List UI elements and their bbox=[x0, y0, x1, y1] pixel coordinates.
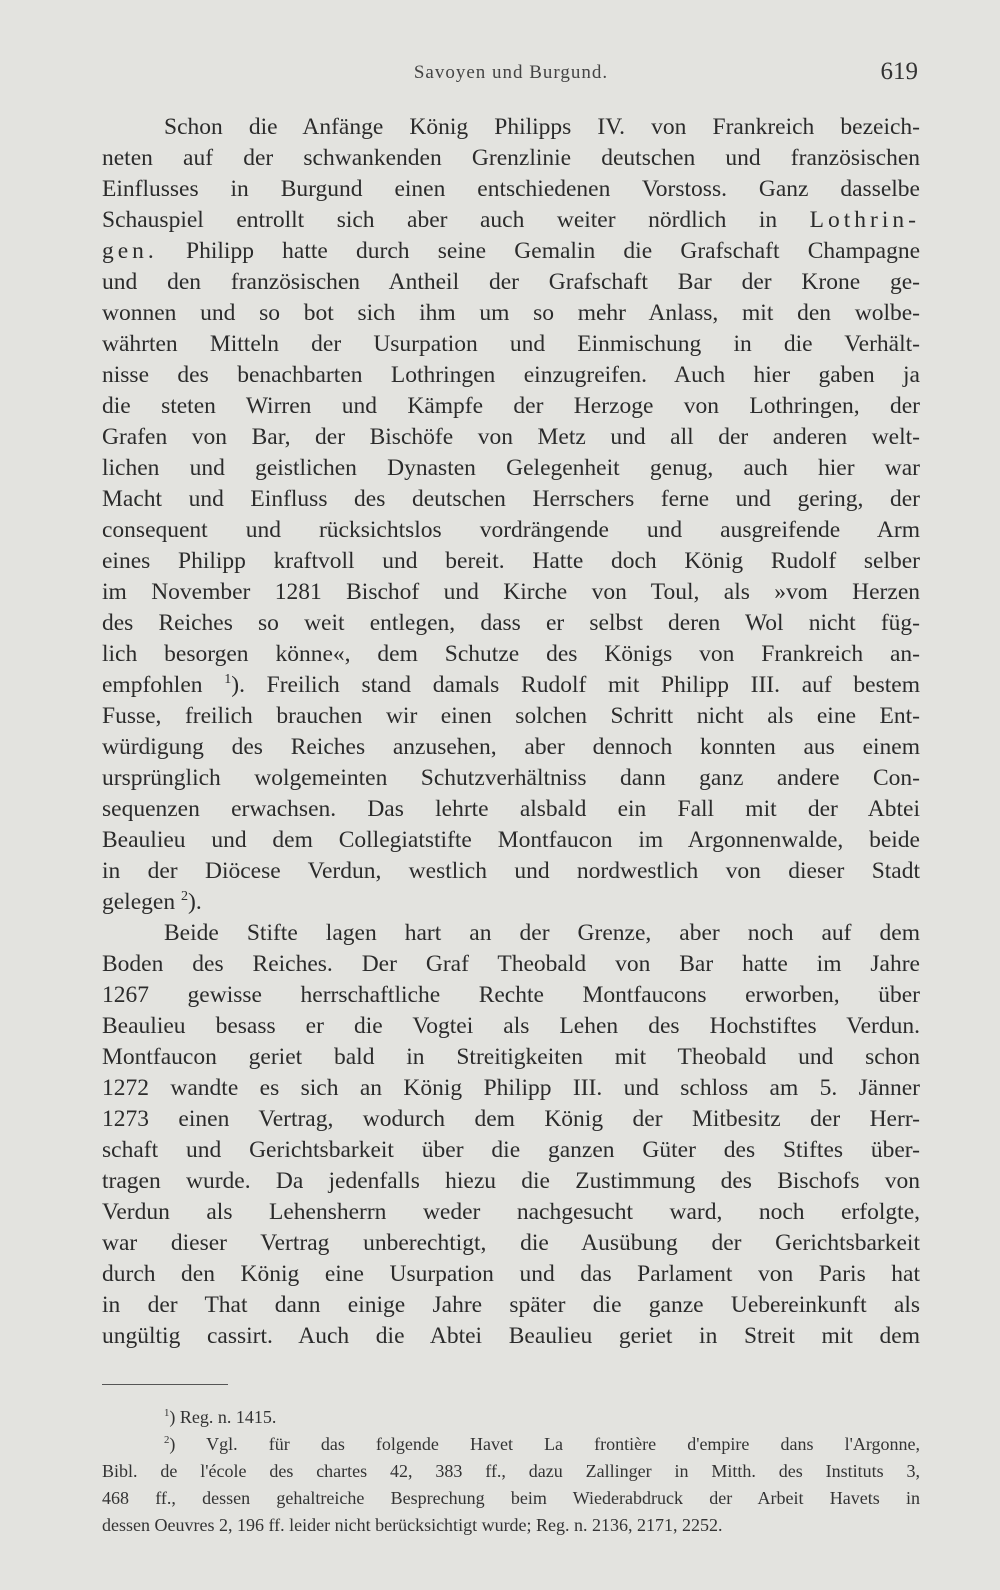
text-line: und den französischen Antheil der Grafschaft Bar der Krone ge- bbox=[102, 269, 920, 295]
text-line: 1273 einen Vertrag, wodurch dem König der Mitbesitz der Herr- bbox=[102, 1106, 920, 1132]
footnote-marker: 2 bbox=[164, 1434, 170, 1446]
text-line: sequenzen erwachsen. Das lehrte alsbald ein Fall mit der Abtei bbox=[102, 796, 920, 822]
text-line: Beide Stifte lagen hart an der Grenze, aber noch auf dem bbox=[164, 920, 920, 946]
footnote-line: dessen Oeuvres 2, 196 ff. leider nicht berücksichtigt wurde; Reg. n. 2136, 2171, 2252. bbox=[102, 1515, 723, 1535]
footnote-marker: 1 bbox=[164, 1407, 170, 1419]
text-line: Fusse, freilich brauchen wir einen solchen Schritt nicht als eine Ent- bbox=[102, 703, 920, 729]
page-number: 619 bbox=[880, 58, 918, 85]
footnote-line: Bibl. de l'école des chartes 42, 383 ff., dazu Zallinger in Mitth. des Instituts 3, bbox=[102, 1461, 920, 1481]
text-line: wonnen und so bot sich ihm um so mehr Anlass, mit den wolbe- bbox=[102, 300, 920, 326]
footnote-divider bbox=[102, 1384, 228, 1385]
text-line bbox=[102, 887, 920, 918]
text-line: lich besorgen könne«, dem Schutze des Königs von Frankreich an- bbox=[102, 641, 920, 667]
footnote-text: ) Reg. n. 1415. bbox=[169, 1407, 277, 1427]
text-line: Einflusses in Burgund einen entschiedenen Vorstoss. Ganz dasselbe bbox=[102, 176, 920, 202]
text-segment: Philipp hatte durch seine Gemalin die Grafschaft Champagne bbox=[157, 238, 920, 264]
text-line: in der That dann einige Jahre später die ganze Uebereinkunft als bbox=[102, 1292, 920, 1318]
text-line: schaft und Gerichtsbarkeit über die ganzen Güter des Stiftes über- bbox=[102, 1137, 920, 1163]
text-line: 1272 wandte es sich an König Philipp III. und schloss am 5. Jänner bbox=[102, 1075, 920, 1101]
text-line: Boden des Reiches. Der Graf Theobald von Bar hatte im Jahre bbox=[102, 951, 920, 977]
spaced-place-name: Lothrin- bbox=[809, 207, 920, 233]
text-segment: gelegen bbox=[102, 889, 181, 915]
text-line: 1267 gewisse herrschaftliche Rechte Montfaucons erworben, über bbox=[102, 982, 920, 1008]
running-title: Savoyen und Burgund. bbox=[413, 62, 609, 83]
text-line: eines Philipp kraftvoll und bereit. Hatte doch König Rudolf selber bbox=[102, 548, 920, 574]
text-line: war dieser Vertrag unberechtigt, die Ausübung der Gerichtsbarkeit bbox=[102, 1230, 920, 1256]
text-segment: Schauspiel entrollt sich aber auch weiter nördlich in bbox=[102, 207, 810, 233]
text-line bbox=[102, 670, 920, 701]
text-line: Beaulieu und dem Collegiatstifte Montfaucon im Argonnenwalde, beide bbox=[102, 827, 920, 853]
footnote-line bbox=[102, 1404, 920, 1431]
text-line: währten Mitteln der Usurpation und Einmischung in die Verhält- bbox=[102, 331, 920, 357]
text-line: in der Diöcese Verdun, westlich und nordwestlich von dieser Stadt bbox=[102, 858, 920, 884]
text-line: Verdun als Lehensherrn weder nachgesucht ward, noch erfolgte, bbox=[102, 1199, 920, 1225]
text-line: Macht und Einfluss des deutschen Herrschers ferne und gering, der bbox=[102, 486, 920, 512]
text-segment: empfohlen bbox=[102, 672, 225, 698]
text-line: im November 1281 Bischof und Kirche von Toul, als »vom Herzen bbox=[102, 579, 920, 605]
text-line: die steten Wirren und Kämpfe der Herzoge von Lothringen, der bbox=[102, 393, 920, 419]
footnote-text: ) Vgl. für das folgende Havet La frontière d'empire dans l'Argonne, bbox=[169, 1434, 920, 1454]
text-line: Montfaucon geriet bald in Streitigkeiten mit Theobald und schon bbox=[102, 1044, 920, 1070]
text-line: Beaulieu besass er die Vogtei als Lehen des Hochstiftes Verdun. bbox=[102, 1013, 920, 1039]
text-line: des Reiches so weit entlegen, dass er selbst deren Wol nicht füg- bbox=[102, 610, 920, 636]
text-line: Schon die Anfänge König Philipps IV. von Frankreich bezeich- bbox=[164, 114, 920, 140]
text-line: tragen wurde. Da jedenfalls hiezu die Zustimmung des Bischofs von bbox=[102, 1168, 920, 1194]
text-segment: ). Freilich stand damals Rudolf mit Philipp III. auf bestem bbox=[231, 672, 920, 698]
text-line: würdigung des Reiches anzusehen, aber dennoch konnten aus einem bbox=[102, 734, 920, 760]
text-line: consequent und rücksichtslos vordrängende und ausgreifende Arm bbox=[102, 517, 920, 543]
spaced-place-name: gen. bbox=[102, 238, 158, 264]
footnote-line bbox=[102, 1431, 920, 1458]
footnote-ref: 1 bbox=[224, 671, 232, 688]
footnotes bbox=[102, 1404, 920, 1539]
text-line bbox=[102, 236, 920, 267]
text-line: durch den König eine Usurpation und das Parlament von Paris hat bbox=[102, 1261, 920, 1287]
text-line: ungültig cassirt. Auch die Abtei Beaulieu geriet in Streit mit dem bbox=[102, 1323, 920, 1349]
footnote-ref: 2 bbox=[180, 888, 188, 905]
text-line: nisse des benachbarten Lothringen einzugreifen. Auch hier gaben ja bbox=[102, 362, 920, 388]
text-segment: ). bbox=[188, 889, 202, 915]
text-line: ursprünglich wolgemeinten Schutzverhältniss dann ganz andere Con- bbox=[102, 765, 920, 791]
text-line: lichen und geistlichen Dynasten Gelegenheit genug, auch hier war bbox=[102, 455, 920, 481]
footnote-line: 468 ff., dessen gehaltreiche Besprechung beim Wiederabdruck der Arbeit Havets in bbox=[102, 1488, 920, 1508]
text-line: neten auf der schwankenden Grenzlinie deutschen und französischen bbox=[102, 145, 920, 171]
text-line bbox=[102, 205, 920, 236]
text-line: Grafen von Bar, der Bischöfe von Metz und all der anderen welt- bbox=[102, 424, 920, 450]
page-header bbox=[102, 58, 920, 94]
main-text bbox=[102, 112, 920, 1352]
